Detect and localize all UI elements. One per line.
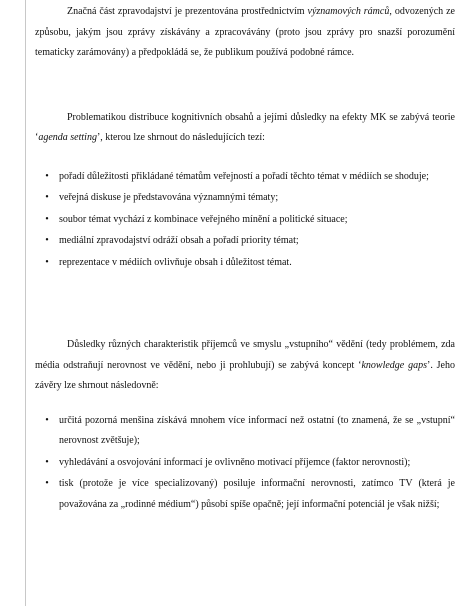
paragraph-knowledge-gaps-text-end: ’. Jeho závěry lze shrnout následovně:: [35, 359, 455, 391]
paragraph-agenda-setting: [35, 108, 455, 149]
paragraph-framing-text-end: , odvozených ze způsobu, jakým jsou zprávy získávány a zpracovávány (proto jsou zprávy pro snazší porozumění tematicky zarámovány) a předpokládá se, že publikum používá podobné rámce.: [35, 6, 455, 58]
list-item-text: pořadí důležitosti přikládané tématům veřejností a pořadí těchto témat v médiích se shoduje;: [59, 170, 429, 182]
list-item-text: tisk (protože je více specializovaný) posiluje informační nerovnosti, zatímco TV (která je považována za „rodinné médium“) působí spíše opačně; její informační potenciál je však nižší;: [59, 478, 455, 510]
paragraph-knowledge-gaps-text-start: Důsledky různých charakteristik příjemců ve smyslu „vstupního“ vědění (tedy problémem, zda média odstraňují nerovnost ve vědění, nebo ji prohlubují) se zabývá koncept ‘: [35, 339, 455, 371]
list-item: [35, 253, 455, 274]
agenda-setting-list: [35, 167, 455, 274]
list-item-text: soubor témat vychází z kombinace veřejného mínění a politické situace;: [59, 213, 348, 225]
list-item: [35, 188, 455, 209]
list-item-text: reprezentace v médiích ovlivňuje obsah i důležitost témat.: [59, 256, 292, 268]
knowledge-gaps-list: [35, 411, 455, 516]
list-item-text: veřejná diskuse je představována významnými tématy;: [59, 192, 279, 203]
list-item-text: vyhledávání a osvojování informací je ovlivněno motivací příjemce (faktor nerovnosti);: [59, 456, 411, 468]
list-item-text: určitá pozorná menšina získává mnohem více informací než ostatní (to znamená, že se „vstupní“ nerovnost zvětšuje);: [59, 414, 455, 446]
list-item-text: mediální zpravodajství odráží obsah a pořadí priority témat;: [59, 235, 299, 246]
page-margin-rule: [25, 0, 26, 606]
paragraph-framing: [35, 2, 455, 64]
list-item: [35, 453, 455, 474]
list-item: [35, 411, 455, 452]
paragraph-agenda-setting-text-end: ’, kterou lze shrnout do následujících tezí:: [96, 132, 265, 143]
paragraph-framing-term: významových rámců: [307, 6, 390, 17]
list-item: [35, 474, 455, 515]
bullet-icon: •: [45, 170, 49, 182]
paragraph-agenda-setting-term: agenda setting: [38, 132, 97, 143]
paragraph-framing-text-start: Značná část zpravodajství je prezentována prostřednictvím: [67, 6, 308, 17]
bullet-icon: •: [45, 256, 49, 268]
bullet-icon: •: [45, 213, 49, 225]
paragraph-agenda-setting-text-start: Problematikou distribuce kognitivních obsahů a jejími důsledky na efekty MK se zabývá teorie ‘: [35, 111, 455, 143]
bullet-icon: •: [45, 235, 49, 246]
document-page: [35, 0, 455, 516]
bullet-icon: •: [45, 456, 49, 468]
paragraph-knowledge-gaps: [35, 335, 455, 397]
list-item: [35, 231, 455, 252]
list-item: [35, 167, 455, 188]
paragraph-knowledge-gaps-term: knowledge gaps: [361, 359, 427, 371]
bullet-icon: •: [45, 478, 49, 489]
bullet-icon: •: [45, 192, 49, 203]
list-item: [35, 210, 455, 231]
bullet-icon: •: [45, 414, 49, 426]
